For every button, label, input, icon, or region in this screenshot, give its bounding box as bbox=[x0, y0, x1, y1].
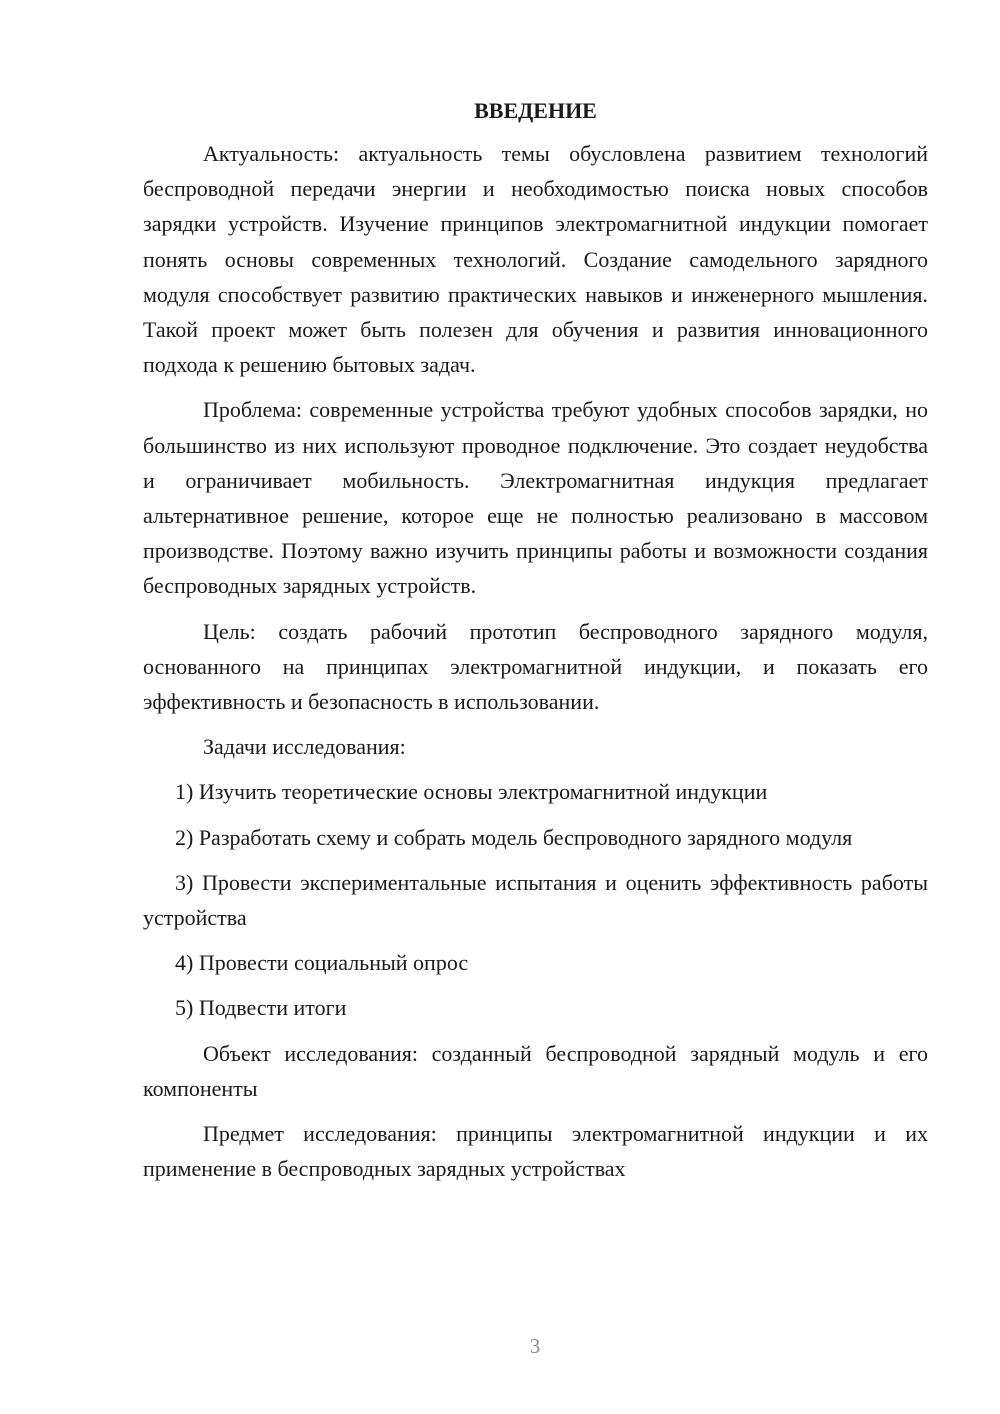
page-number: 3 bbox=[529, 1334, 541, 1358]
document-title: ВВЕДЕНИЕ bbox=[474, 98, 597, 123]
task-item-1: 1) Изучить теоретические основы электромагнитной индукции bbox=[175, 779, 768, 805]
subject-paragraph: Предмет исследования: принципы электромагнитной индукции и их применение в беспроводных зарядных устройствах bbox=[143, 1121, 928, 1182]
task-item-3: 3) Провести экспериментальные испытания и оценить эффективность работы устройства bbox=[143, 869, 928, 931]
task-item-2: 2) Разработать схему и собрать модель беспроводного зарядного модуля bbox=[175, 824, 853, 850]
task-item-5: 5) Подвести итоги bbox=[175, 995, 347, 1021]
document-page bbox=[143, 96, 928, 1196]
relevance-paragraph: Актуальность: актуальность темы обусловлена развитием технологий беспроводной передачи энергии и необходимостью поиска новых способов зарядки устройств. Изучение принципов электромагнитной индукции помогает понять основы современных технологий. Создание самодельного зарядного модуля способствует развитию практических навыков и инженерного мышления. Такой проект может быть полезен для обучения и развития инновационного подхода к решению бытовых задач. bbox=[143, 141, 928, 378]
tasks-heading: Задачи исследования: bbox=[203, 734, 406, 760]
goal-paragraph: Цель: создать рабочий прототип беспроводного зарядного модуля, основанного на принципах электромагнитной индукции, и показать его эффективность и безопасность в использовании. bbox=[143, 618, 928, 715]
task-item-4: 4) Провести социальный опрос bbox=[175, 950, 469, 976]
object-paragraph: Объект исследования: созданный беспроводной зарядный модуль и его компоненты bbox=[143, 1040, 928, 1101]
problem-paragraph: Проблема: современные устройства требуют удобных способов зарядки, но большинство из них используют проводное подключение. Это создает неудобства и ограничивает мобильность. Электромагнитная индукция предлагает альтернативное решение, которое еще не полностью реализовано в массовом производстве. Поэтому важно изучить принципы работы и возможности создания беспроводных зарядных устройств. bbox=[143, 397, 928, 599]
